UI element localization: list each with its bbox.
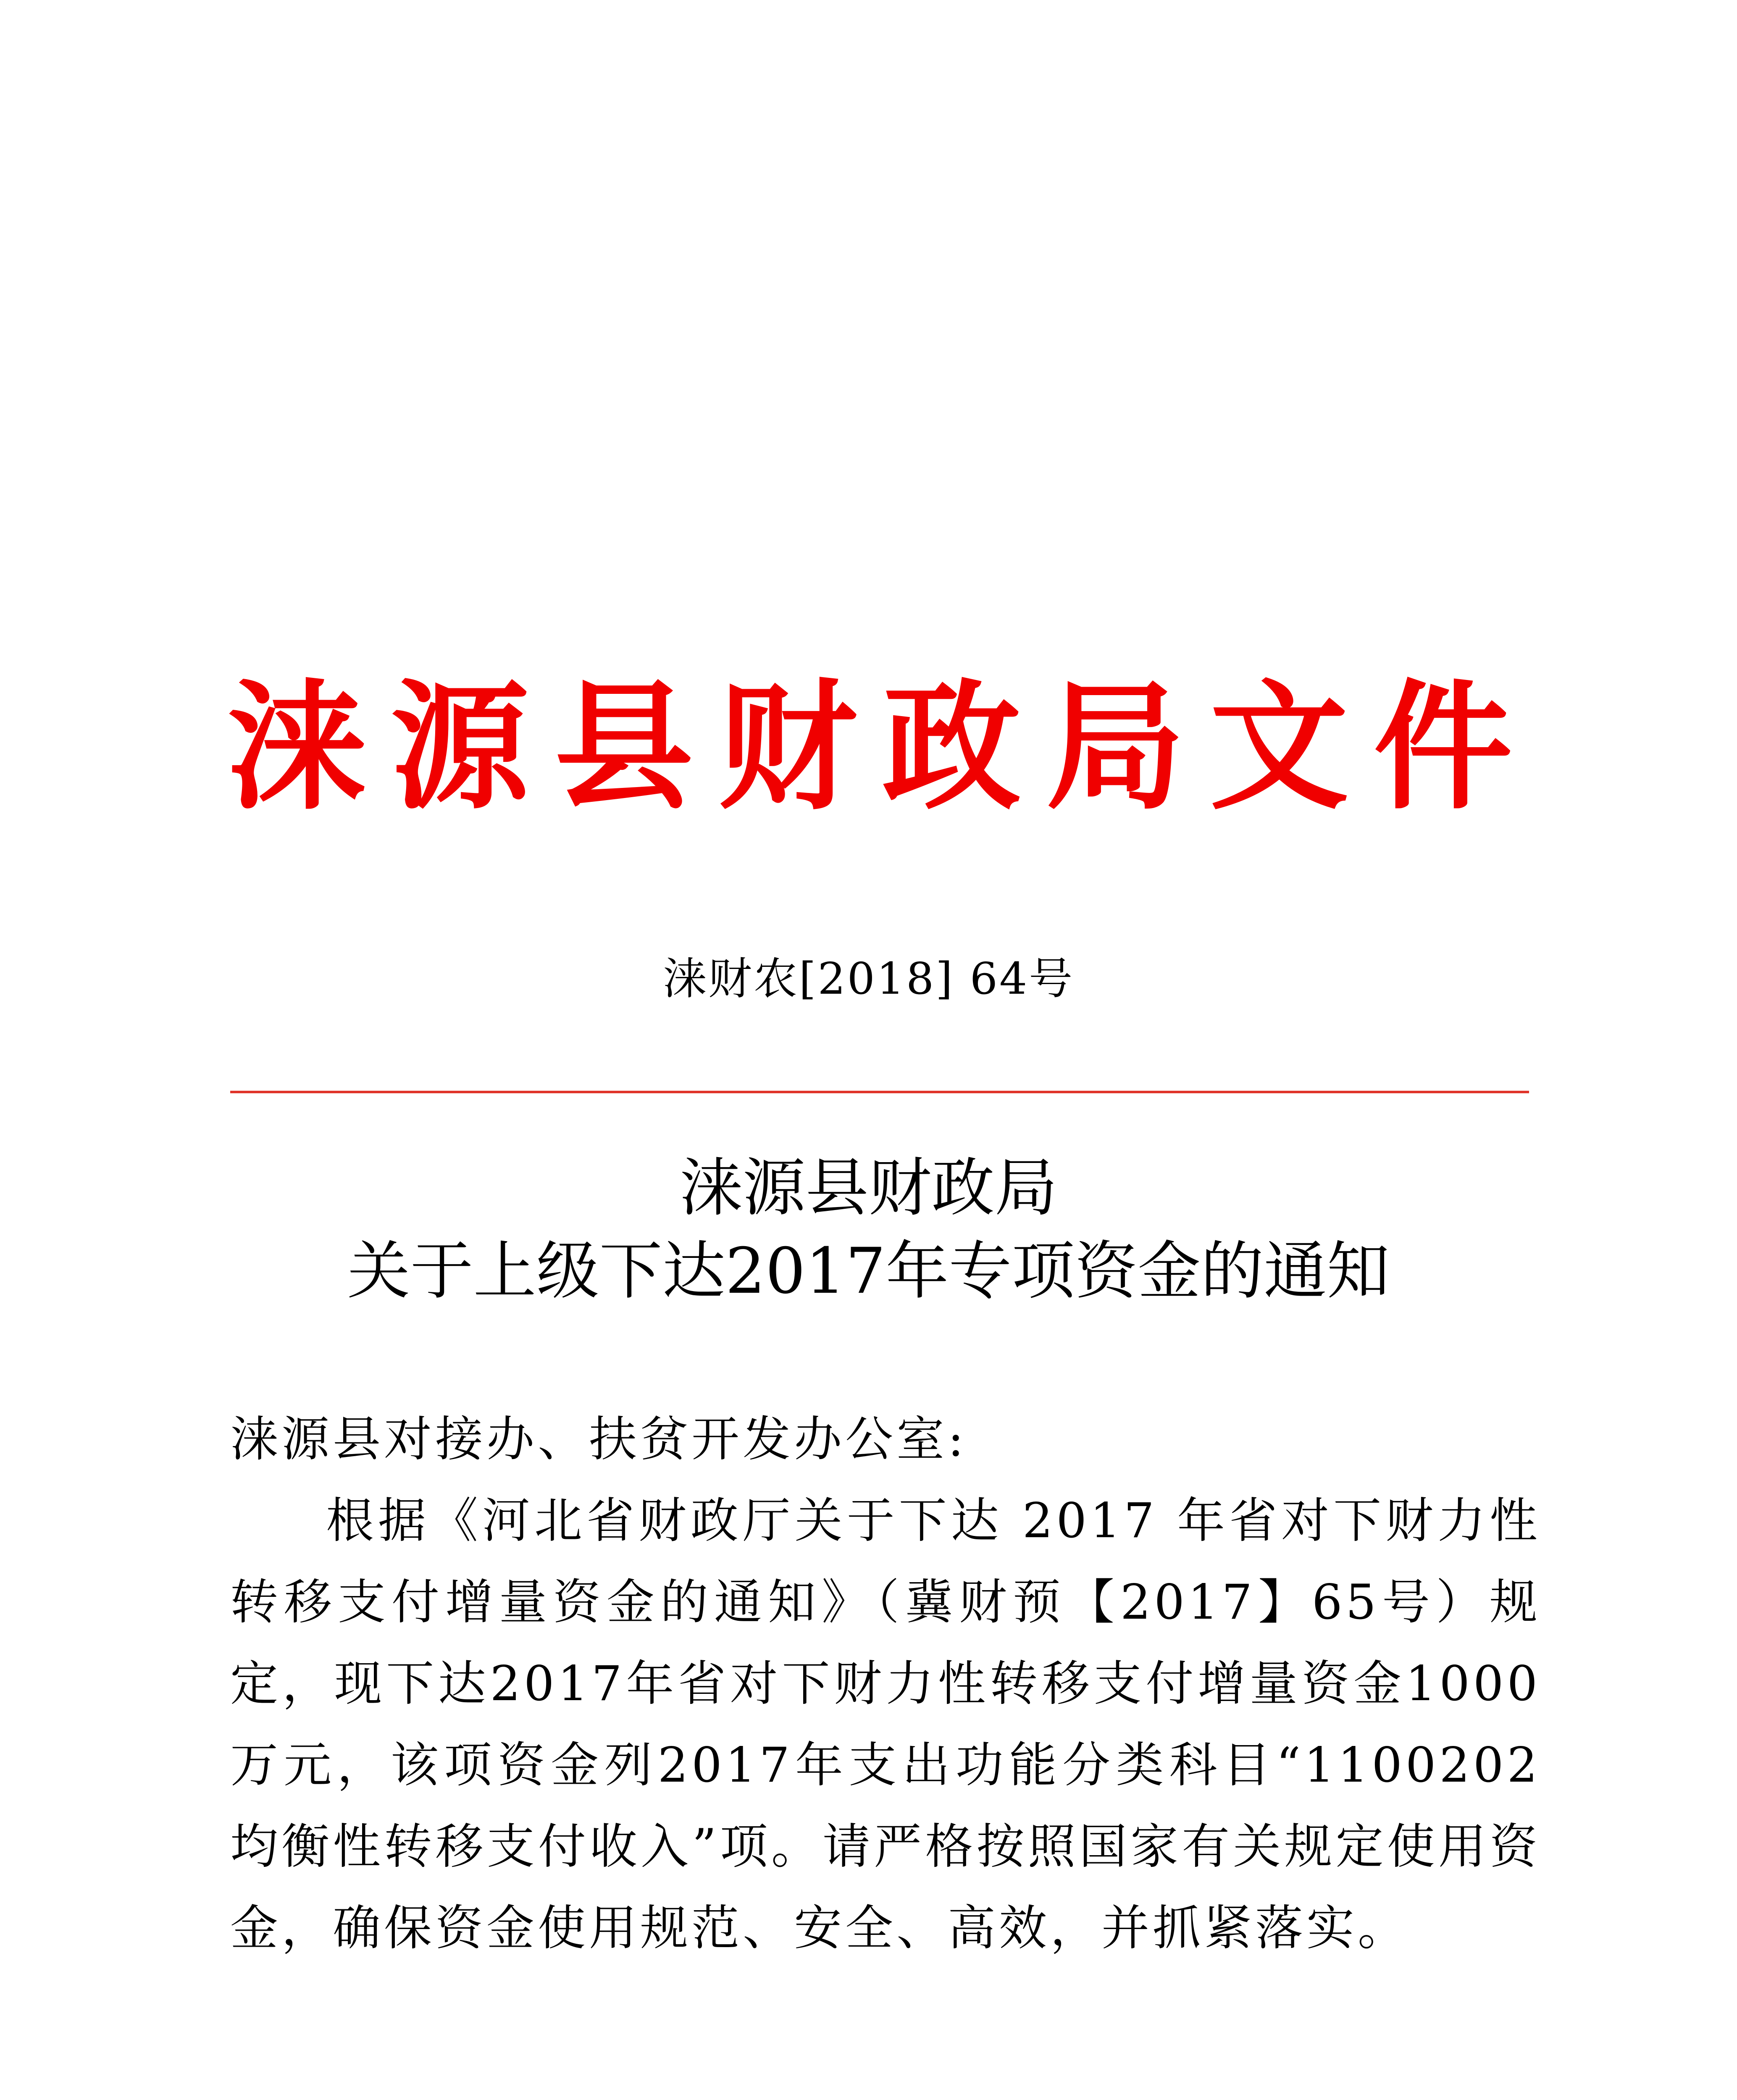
document-title [0, 1147, 1737, 1313]
body-paragraph: 根据《河北省财政厅关于下达 2017 年省对下财力性转移支付增量资金的通知》（冀财预【2017】65号）规定，现下达2017年省对下财力性转移支付增量资金1000万元，该项资金列2017年支出功能分类科目“1100202 均衡性转移支付收入”项。请严格按照国家有关规定使用资金，确保资金使用规范、安全、高效，并抓紧落实。 [230, 1493, 1541, 1956]
title-subject-line: 关于上级下达2017年专项资金的通知 [347, 1235, 1390, 1308]
document-body [230, 1399, 1541, 1969]
document-number: 涞财农[2018] 64号 [662, 953, 1075, 1004]
salutation: 涞源县对接办、扶贫开发办公室: [230, 1411, 967, 1467]
issuer-header-title: 涞源县财政局文件 [227, 667, 1537, 828]
title-issuer-line: 涞源县财政局 [679, 1152, 1058, 1225]
red-divider-line [230, 1091, 1529, 1093]
